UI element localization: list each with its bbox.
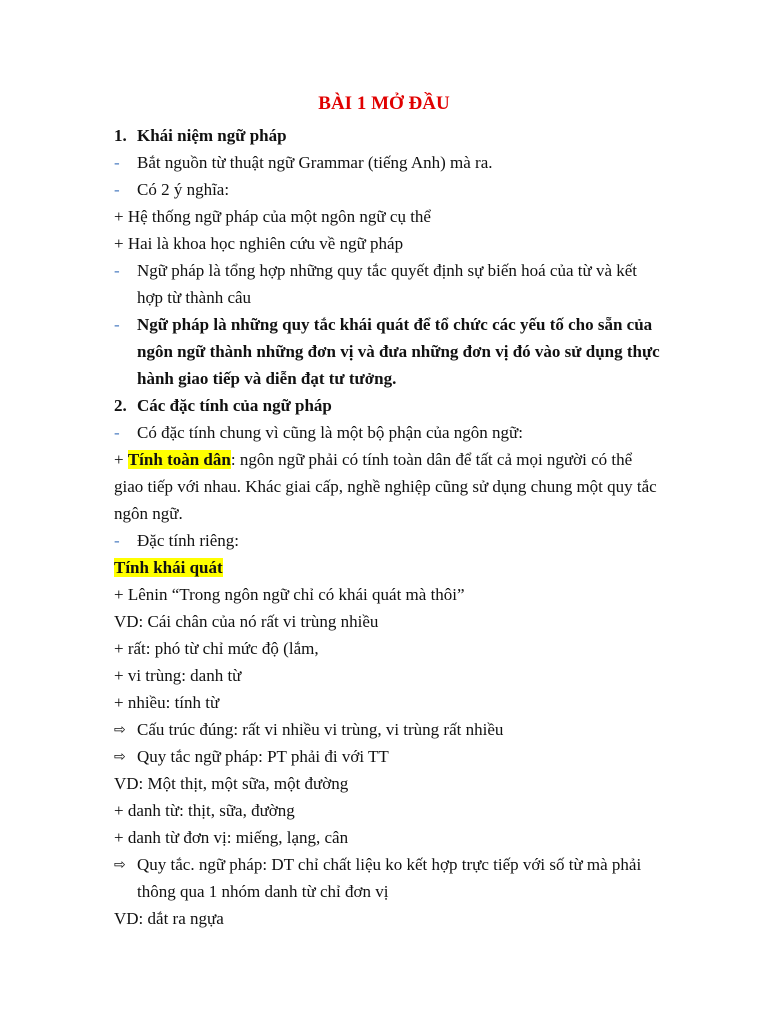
page-title: BÀI 1 MỞ ĐẦU — [318, 93, 450, 114]
plus-line: + Hệ thống ngữ pháp của một ngôn ngữ cụ thể — [114, 207, 431, 226]
plus-marker: + — [114, 450, 128, 469]
bullet-text: Đặc tính riêng: — [137, 531, 239, 550]
arrow-icon: ⇨ — [114, 857, 126, 873]
bullet-text: Ngữ pháp là tổng hợp những quy tắc quyết định sự biến hoá của từ và kết — [137, 261, 638, 280]
definition-text: Ngữ pháp là những quy tắc khái quát để tổ chức các yếu tố cho sẵn của — [137, 315, 653, 334]
bullet-dash: - — [114, 423, 120, 442]
plus-line: + Hai là khoa học nghiên cứu về ngữ pháp — [114, 234, 404, 253]
bullet-dash: - — [114, 315, 120, 334]
bullet-text: Có 2 ý nghĩa: — [137, 180, 230, 199]
plus-line: + danh từ: thịt, sữa, đường — [114, 801, 295, 820]
plus-line: + danh từ đơn vị: miếng, lạng, cân — [114, 828, 349, 847]
highlight-toan-dan: Tính toàn dân — [127, 450, 231, 469]
arrow-text: Quy tắc. ngữ pháp: DT chỉ chất liệu ko kết hợp trực tiếp với số từ mà phải — [137, 855, 642, 874]
plus-line: + Lênin “Trong ngôn ngữ chỉ có khái quát mà thôi” — [114, 585, 465, 604]
example-line: VD: Cái chân của nó rất vi trùng nhiều — [114, 612, 379, 631]
highlight-khai-quat: Tính khái quát — [114, 558, 223, 577]
section-2-number: 2. — [114, 396, 127, 415]
example-line: VD: Một thịt, một sữa, một đường — [114, 774, 349, 793]
khai-quat-heading — [114, 558, 223, 578]
example-line: VD: dắt ra ngựa — [114, 909, 224, 928]
definition-text-cont: ngôn ngữ thành những đơn vị và đưa những đơn vị đó vào sử dụng thực — [137, 342, 660, 361]
paragraph-line: giao tiếp với nhau. Khác giai cấp, nghề nghiệp cũng sử dụng chung một quy tắc — [114, 477, 657, 496]
bullet-text: Có đặc tính chung vì cũng là một bộ phận của ngôn ngữ: — [137, 423, 523, 442]
section-1-number: 1. — [114, 126, 127, 145]
arrow-text: Quy tắc ngữ pháp: PT phải đi với TT — [137, 747, 389, 766]
toan-dan-line — [114, 450, 632, 470]
bullet-text-cont: hợp từ thành câu — [137, 288, 252, 307]
arrow-text-cont: thông qua 1 nhóm danh từ chỉ đơn vị — [137, 882, 389, 901]
arrow-text: Cấu trúc đúng: rất vi nhiều vi trùng, vi trùng rất nhiều — [137, 720, 504, 739]
bullet-dash: - — [114, 153, 120, 172]
bullet-dash: - — [114, 261, 120, 280]
arrow-icon: ⇨ — [114, 722, 126, 738]
plus-line: + nhiều: tính từ — [114, 693, 220, 712]
section-2-heading: Các đặc tính của ngữ pháp — [137, 396, 332, 415]
bullet-dash: - — [114, 180, 120, 199]
toan-dan-text: : ngôn ngữ phải có tính toàn dân để tất cả mọi người có thể — [230, 450, 633, 469]
plus-line: + rất: phó từ chỉ mức độ (lắm, — [114, 639, 319, 658]
plus-line: + vi trùng: danh từ — [114, 666, 242, 685]
definition-text-cont: hành giao tiếp và diễn đạt tư tưởng. — [137, 369, 397, 388]
arrow-icon: ⇨ — [114, 749, 126, 765]
bullet-text: Bắt nguồn từ thuật ngữ Grammar (tiếng Anh) mà ra. — [137, 153, 493, 172]
section-1-heading: Khái niệm ngữ pháp — [137, 126, 287, 145]
bullet-dash: - — [114, 531, 120, 550]
paragraph-line: ngôn ngữ. — [114, 504, 183, 523]
